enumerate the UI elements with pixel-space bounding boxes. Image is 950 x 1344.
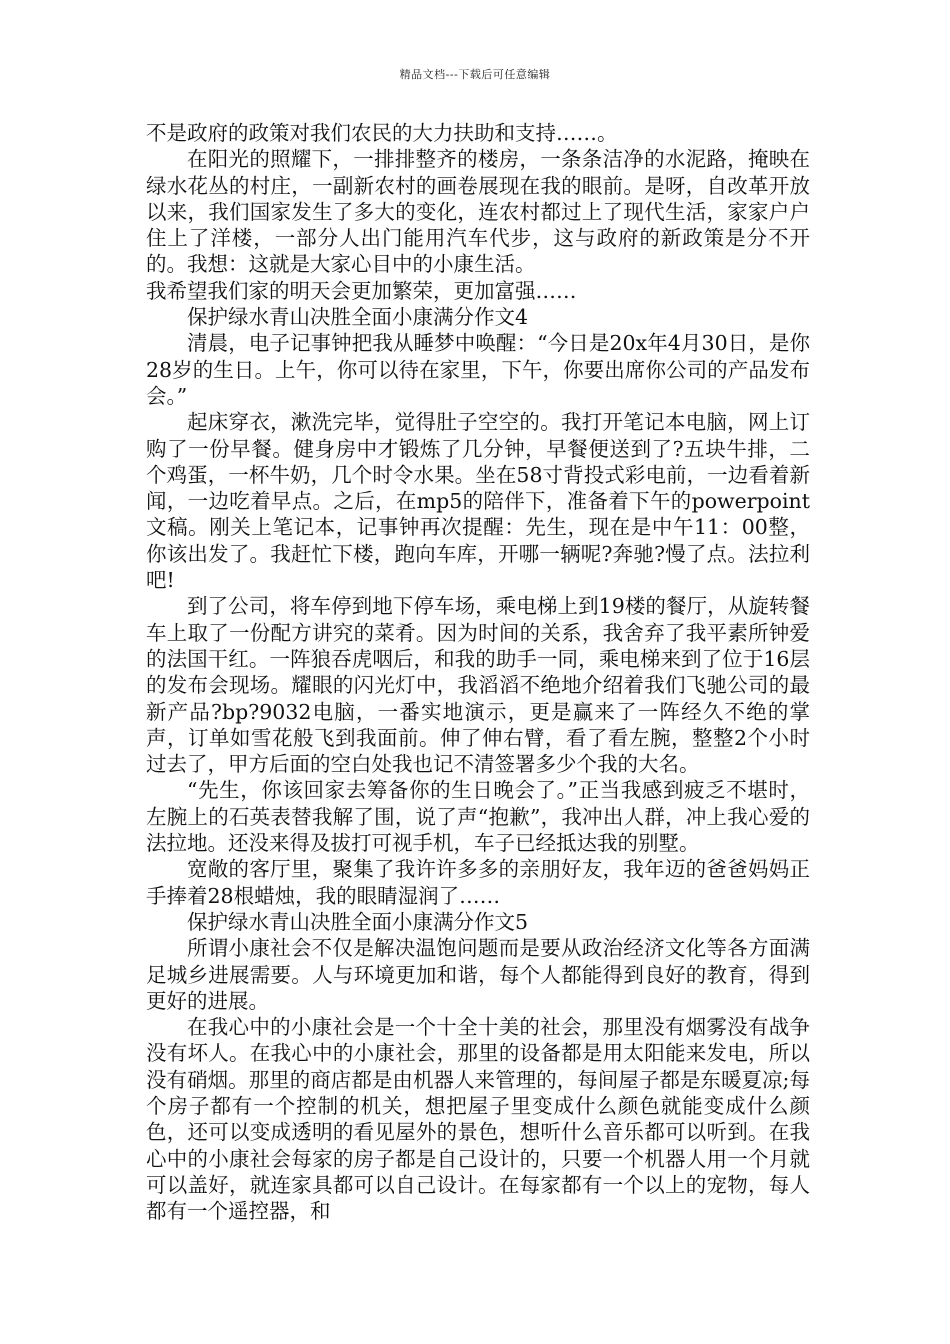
paragraph-5: 清晨，电子记事钟把我从睡梦中唤醒：“今日是20x年4月30日，是你28岁的生日。上午，你可以待在家里，下午，你要出席你公司的产品发布会。” <box>146 331 810 408</box>
paragraph-9: 宽敞的客厅里，聚集了我许许多多的亲朋好友，我年迈的爸爸妈妈正手捧着28根蜡烛，我的眼睛湿润了…… <box>146 857 810 908</box>
paragraph-11: 所谓小康社会不仅是解决温饱问题而是要从政治经济文化等各方面满足城乡进展需要。人与环境更加和谐，每个人都能得到良好的教育，得到更好的进展。 <box>146 936 810 1013</box>
paragraph-7: 到了公司，将车停到地下停车场，乘电梯上到19楼的餐厅，从旋转餐车上取了一份配方讲究的菜肴。因为时间的关系，我舍弃了我平素所钟爱的法国干红。一阵狼吞虎咽后，和我的助手一同，乘电梯来到了位于16层的发布会现场。耀眼的闪光灯中，我滔滔不绝地介绍着我们飞驰公司的最新产品?bp?9032电脑，一番实地演示，更是赢来了一阵经久不绝的掌声，订单如雪花般飞到我面前。伸了伸右臂，看了看左腕，整整2个小时过去了，甲方后面的空白处我也记不清签署多少个我的大名。 <box>146 594 810 777</box>
paragraph-2: 在阳光的照耀下，一排排整齐的楼房，一条条洁净的水泥路，掩映在绿水花丛的村庄，一副新农村的画卷展现在我的眼前。是呀，自改革开放以来，我们国家发生了多大的变化，连农村都过上了现代生活，家家户户住上了洋楼，一部分人出门能用汽车代步，这与政府的新政策是分不开的。我想：这就是大家心目中的小康生活。 <box>146 147 810 277</box>
section-heading-5: 保护绿水青山决胜全面小康满分作文5 <box>187 909 529 934</box>
paragraph-8: “先生，你该回家去筹备你的生日晚会了。”正当我感到疲乏不堪时，左腕上的石英表替我解了围，说了声“抱歉”，我冲出人群，冲上我心爱的法拉地。还没来得及拔打可视手机，车子已经抵达我的别墅。 <box>146 778 810 856</box>
section-heading-4: 保护绿水青山决胜全面小康满分作文4 <box>187 305 529 330</box>
page-header: 精品文档---下载后可任意编辑 <box>399 68 551 81</box>
paragraph-12: 在我心中的小康社会是一个十全十美的社会，那里没有烟雾没有战争没有坏人。在我心中的小康社会，那里的设备都是用太阳能来发电，所以没有硝烟。那里的商店都是由机器人来管理的，每间屋子都是东暖夏凉;每个房子都有一个控制的机关，想把屋子里变成什么颜色就能变成什么颜色，还可以变成透明的看见屋外的景色，想听什么音乐都可以听到。在我心中的小康社会每家的房子都是自己设计的，只要一个机器人用一个月就可以盖好，就连家具都可以自己设计。在每家都有一个以上的宠物，每人都有一个遥控器，和 <box>146 1015 810 1224</box>
paragraph-3: 我希望我们家的明天会更加繁荣，更加富强…… <box>146 278 577 303</box>
paragraph-6: 起床穿衣，漱洗完毕，觉得肚子空空的。我打开笔记本电脑，网上订购了一份早餐。健身房中才锻炼了几分钟，早餐便送到了?五块牛排，二个鸡蛋，一杯牛奶，几个时令水果。坐在58寸背投式彩电前，一边看着新闻，一边吃着早点。之后，在mp5的陪伴下，准备着下午的powerpoint文稿。刚关上笔记本，记事钟再次提醒：先生，现在是中午11：00整，你该出发了。我赶忙下楼，跑向车库，开哪一辆呢?奔驰?慢了点。法拉利吧! <box>146 410 810 593</box>
paragraph-1: 不是政府的政策对我们农民的大力扶助和支持……。 <box>146 121 618 145</box>
document-body <box>146 120 810 1224</box>
